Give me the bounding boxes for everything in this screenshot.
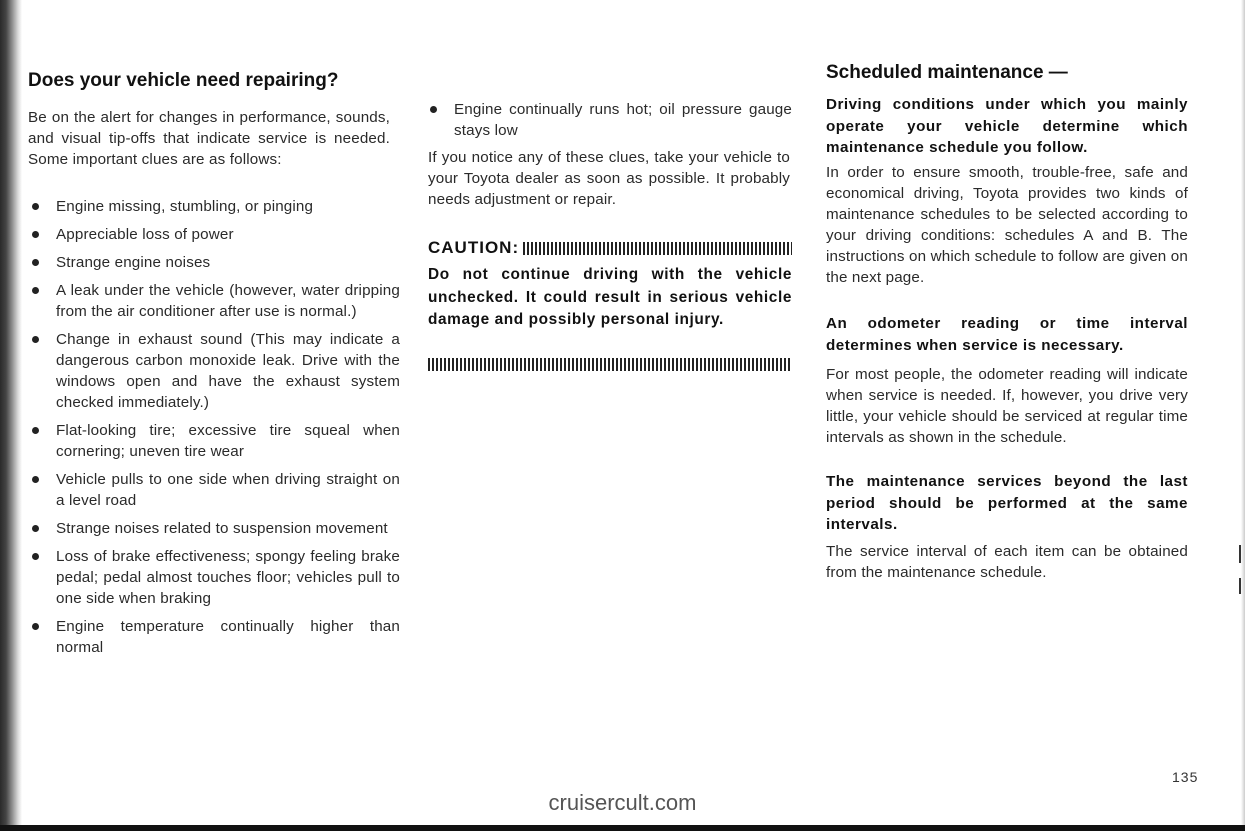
bullet-icon (32, 427, 39, 434)
bullet-icon (32, 287, 39, 294)
bullet-icon (32, 259, 39, 266)
bullet-icon (32, 203, 39, 210)
odometer-paragraph: For most people, the odometer reading will indicate when service is needed. If, however, you drive very little, your vehicle should be serviced at regular time intervals as shown in the schedule. (826, 366, 1188, 446)
caution-rule (523, 242, 792, 255)
section-title-repairing: Does your vehicle need repairing? (28, 70, 339, 91)
list-item: Appreciable loss of power (28, 224, 400, 245)
page-number: 135 (1172, 769, 1199, 785)
dealer-paragraph: If you notice any of these clues, take your vehicle to your Toyota dealer as soon as possible. It probably needs adjustment or repair. (428, 149, 790, 208)
book-spine-shadow (0, 0, 22, 831)
beyond-last-period-heading: The maintenance services beyond the last period should be performed at the same intervals. (826, 473, 1188, 533)
list-item: Loss of brake effectiveness; spongy feeling brake pedal; pedal almost touches floor; vehicles pull to one side when braking (28, 546, 400, 609)
bullet-icon (32, 476, 39, 483)
bullet-icon (32, 336, 39, 343)
list-item: Engine continually runs hot; oil pressure gauge stays low (428, 99, 792, 141)
bullet-icon (430, 106, 437, 113)
caution-text: Do not continue driving with the vehicle unchecked. It could result in serious vehicle damage and possibly personal injury. (428, 266, 792, 328)
intro-paragraph: Be on the alert for changes in performance, sounds, and visual tip-offs that indicate service is needed. Some important clues are as follows: (28, 109, 390, 168)
watermark: cruisercult.com (548, 790, 697, 815)
service-interval-paragraph: The service interval of each item can be obtained from the maintenance schedule. (826, 543, 1188, 581)
bottom-edge (0, 825, 1245, 831)
bullet-icon (32, 525, 39, 532)
list-item: Vehicle pulls to one side when driving straight on a level road (28, 469, 400, 511)
caution-end-rule (428, 358, 792, 371)
bullet-icon (32, 623, 39, 630)
list-item: A leak under the vehicle (however, water dripping from the air conditioner after use is normal.) (28, 280, 400, 322)
bullet-icon (32, 231, 39, 238)
odometer-heading: An odometer reading or time interval determines when service is necessary. (826, 315, 1188, 354)
list-item: Flat-looking tire; excessive tire squeal when cornering; uneven tire wear (28, 420, 400, 462)
margin-mark (1239, 545, 1241, 563)
caution-label: CAUTION: (428, 238, 520, 257)
list-item: Strange noises related to suspension movement (28, 518, 400, 539)
margin-mark (1239, 578, 1241, 594)
bullet-icon (32, 553, 39, 560)
clue-list (28, 196, 400, 665)
list-item: Change in exhaust sound (This may indicate a dangerous carbon monoxide leak. Drive with the windows open and have the exhaust system checked immediately.) (28, 329, 400, 413)
driving-conditions-heading: Driving conditions under which you mainly operate your vehicle determine which maintenance schedule you follow. (826, 96, 1188, 156)
schedules-paragraph: In order to ensure smooth, trouble-free, safe and economical driving, Toyota provides two kinds of maintenance schedules to be selected according to your driving conditions: schedules A and B. The instructions on which schedule to follow are given on the next page. (826, 164, 1188, 286)
caution-header (428, 238, 792, 260)
page-edge (1241, 0, 1245, 831)
list-item: Strange engine noises (28, 252, 400, 273)
list-item: Engine missing, stumbling, or pinging (28, 196, 400, 217)
section-title-maintenance: Scheduled maintenance — (826, 62, 1068, 83)
clue-list-continued (428, 99, 792, 141)
list-item: Engine temperature continually higher than normal (28, 616, 400, 658)
